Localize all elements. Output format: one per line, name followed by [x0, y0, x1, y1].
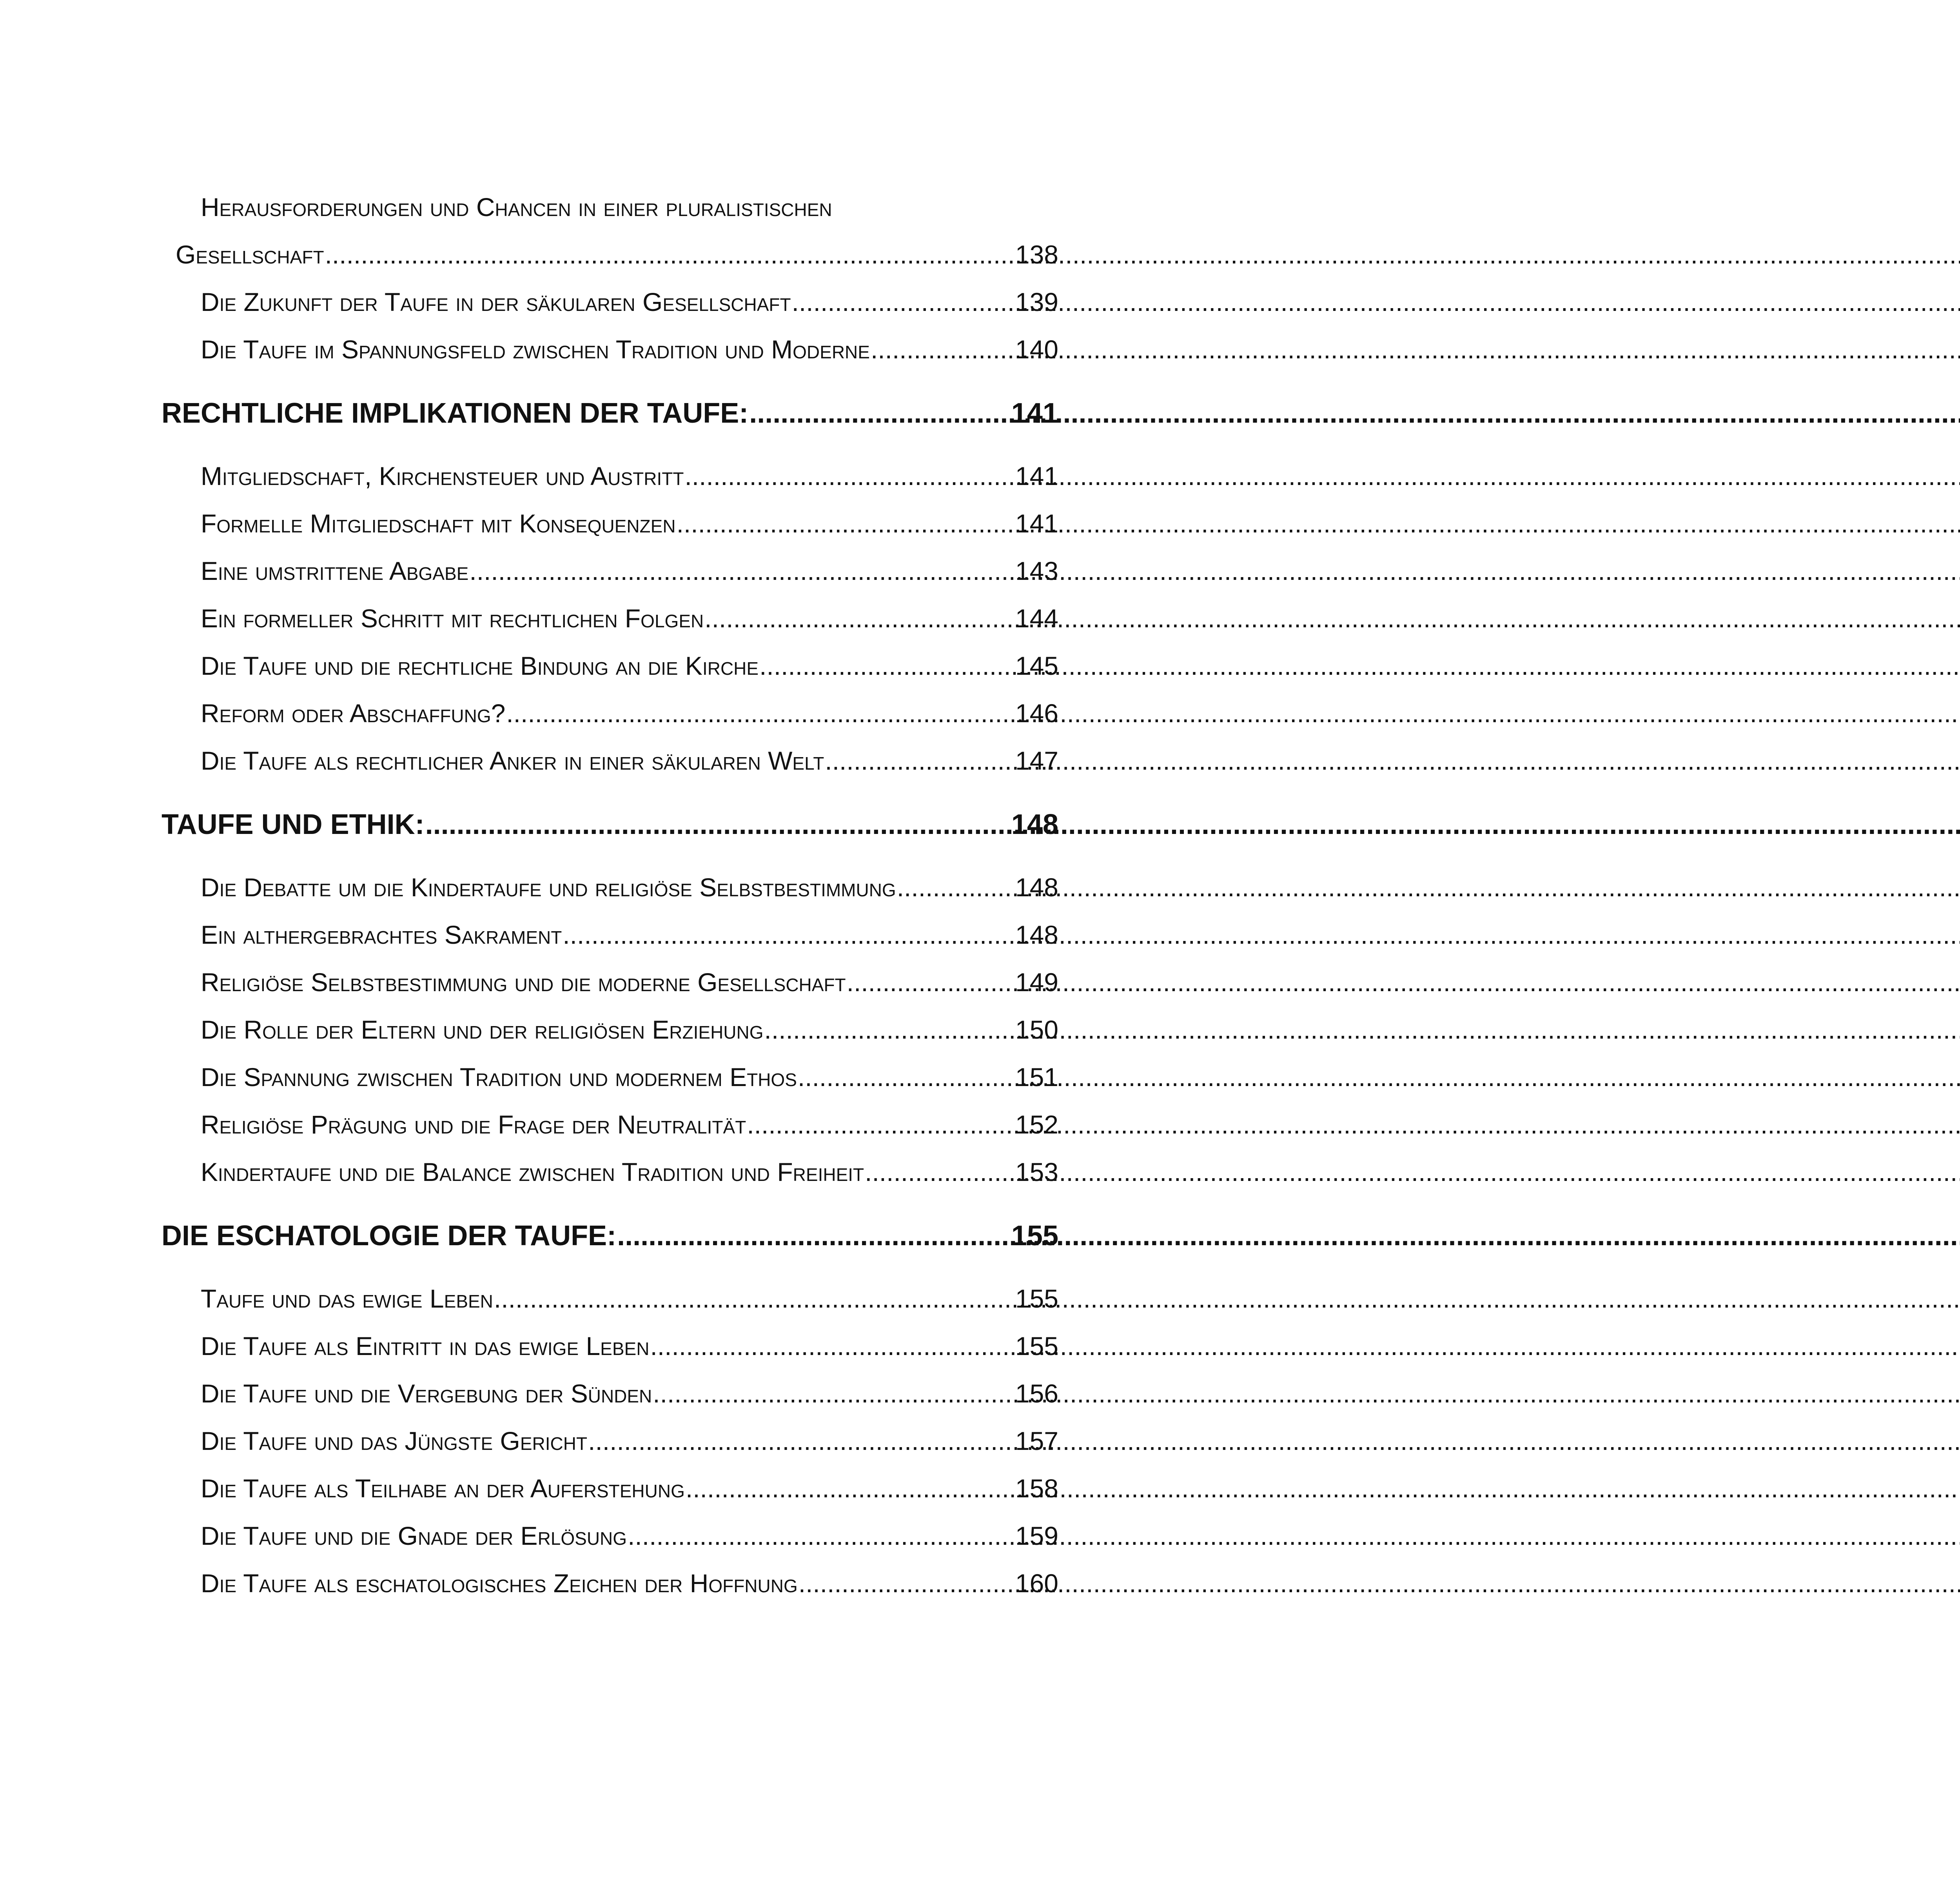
- toc-entry-title: Die Taufe als Teilhabe an der Auferstehung: [201, 1474, 685, 1503]
- toc-entry-title: Die Taufe und die Vergebung der Sünden: [201, 1379, 652, 1408]
- toc-entry-title-line1: Herausforderungen und Chancen in einer pluralistischen: [201, 193, 832, 222]
- dot-leader: [764, 1006, 1014, 1054]
- dot-leader: [506, 690, 1014, 737]
- toc-chapter[interactable]: [162, 390, 1058, 437]
- toc-entry-page: 143: [1015, 556, 1058, 585]
- toc-entry-title: Die Taufe als rechtlicher Anker in einer säkularen Welt: [201, 746, 824, 775]
- dot-leader: [747, 1101, 1014, 1148]
- dot-leader: [684, 452, 1014, 500]
- toc-chapter-title: TAUFE UND ETHIK:: [162, 809, 425, 840]
- dot-leader: [847, 959, 1014, 1006]
- toc-entry-page: 151: [1015, 1063, 1058, 1092]
- toc-entry-title: Ein althergebrachtes Sakrament: [201, 920, 562, 949]
- dot-leader: [799, 1560, 1014, 1607]
- toc-entry[interactable]: [162, 1275, 1058, 1322]
- toc-entry-title: Die Taufe im Spannungsfeld zwischen Tradition und Moderne: [201, 335, 870, 364]
- toc-entry-title: Die Taufe als Eintritt in das ewige Leben: [201, 1331, 650, 1361]
- toc-entry-page: 160: [1015, 1569, 1058, 1598]
- toc-entry[interactable]: [162, 595, 1058, 642]
- toc-entry-title: Formelle Mitgliedschaft mit Konsequenzen: [201, 509, 676, 538]
- dot-leader: [704, 595, 1014, 642]
- toc-entry-title: Kindertaufe und die Balance zwischen Tradition und Freiheit: [201, 1157, 864, 1186]
- dot-leader: [325, 231, 1014, 278]
- toc-entry-page: 145: [1015, 651, 1058, 680]
- toc-chapter[interactable]: [162, 801, 1058, 848]
- toc-entry-title: Die Taufe und die Gnade der Erlösung: [201, 1521, 627, 1550]
- dot-leader: [617, 1212, 1011, 1259]
- toc-entry[interactable]: [162, 1370, 1058, 1417]
- toc-entry-page: 148: [1015, 920, 1058, 949]
- toc-entry-title: Gesellschaft: [176, 240, 324, 269]
- toc-entry[interactable]: [162, 231, 1058, 278]
- dot-leader: [563, 911, 1014, 959]
- toc-entry-title: Reform oder Abschaffung?: [201, 699, 506, 728]
- toc-entry[interactable]: [162, 1322, 1058, 1370]
- toc-entry-page: 144: [1015, 604, 1058, 633]
- toc-entry-page: 155: [1015, 1284, 1058, 1313]
- dot-leader: [469, 547, 1014, 595]
- toc-entry-page: 153: [1015, 1157, 1058, 1186]
- toc-entry-page: 158: [1015, 1474, 1058, 1503]
- toc-entry-page: 141: [1015, 509, 1058, 538]
- toc-entry-title: Religiöse Selbstbestimmung und die moderne Gesellschaft: [201, 968, 846, 997]
- dot-leader: [798, 1054, 1014, 1101]
- dot-leader: [686, 1465, 1014, 1512]
- dot-leader: [628, 1512, 1014, 1560]
- toc-entry-page: 138: [1015, 240, 1058, 269]
- dot-leader: [865, 1148, 1014, 1196]
- toc-chapter-title: DIE ESCHATOLOGIE DER TAUFE:: [162, 1220, 617, 1252]
- toc-entry-title: Mitgliedschaft, Kirchensteuer und Austritt: [201, 461, 684, 490]
- toc-entry[interactable]: [162, 1054, 1058, 1101]
- toc-entry[interactable]: [162, 1560, 1058, 1607]
- toc-entry[interactable]: [162, 642, 1058, 690]
- toc-chapter-page: 141: [1011, 398, 1058, 429]
- dot-leader: [494, 1275, 1014, 1322]
- dot-leader: [425, 801, 1011, 848]
- toc-entry[interactable]: [162, 278, 1058, 326]
- toc-entry-title: Die Debatte um die Kindertaufe und religiöse Selbstbestimmung: [201, 873, 896, 902]
- toc-entry[interactable]: [162, 1006, 1058, 1054]
- toc-entry[interactable]: [162, 737, 1058, 785]
- toc-entry-page: 157: [1015, 1426, 1058, 1455]
- toc-entry-page: 140: [1015, 335, 1058, 364]
- dot-leader: [897, 864, 1014, 911]
- toc-chapter-page: 148: [1011, 809, 1058, 840]
- toc-entry-title: Religiöse Prägung und die Frage der Neutralität: [201, 1110, 746, 1139]
- dot-leader: [677, 500, 1014, 547]
- toc-chapter-page: 155: [1011, 1220, 1058, 1252]
- toc-entry[interactable]: [162, 1417, 1058, 1465]
- toc-entry-title: Ein formeller Schritt mit rechtlichen Folgen: [201, 604, 704, 633]
- toc-chapter[interactable]: [162, 1212, 1058, 1259]
- dot-leader: [650, 1322, 1014, 1370]
- toc-entry-title: Die Spannung zwischen Tradition und modernem Ethos: [201, 1063, 797, 1092]
- toc-entry[interactable]: [162, 1148, 1058, 1196]
- toc-entry[interactable]: [162, 911, 1058, 959]
- toc-entry[interactable]: [162, 959, 1058, 1006]
- toc-entry[interactable]: [162, 690, 1058, 737]
- toc-entry[interactable]: [162, 452, 1058, 500]
- toc-entry-page: 156: [1015, 1379, 1058, 1408]
- toc-entry[interactable]: [162, 500, 1058, 547]
- toc-entry-page: 139: [1015, 287, 1058, 316]
- toc-entry-title: Die Taufe und das Jüngste Gericht: [201, 1426, 588, 1455]
- toc-entry[interactable]: [162, 1101, 1058, 1148]
- toc-entry-page: 159: [1015, 1521, 1058, 1550]
- toc-entry-title: Die Zukunft der Taufe in der säkularen Gesellschaft: [201, 287, 791, 316]
- toc-entry-title: Taufe und das ewige Leben: [201, 1284, 493, 1313]
- toc-entry-page: 152: [1015, 1110, 1058, 1139]
- dot-leader: [792, 278, 1014, 326]
- toc-entry-title: Eine umstrittene Abgabe: [201, 556, 469, 585]
- toc-entry[interactable]: [162, 547, 1058, 595]
- toc-entry-title: Die Rolle der Eltern und der religiösen Erziehung: [201, 1015, 764, 1044]
- toc-entry-page: 150: [1015, 1015, 1058, 1044]
- toc-entry-page: 149: [1015, 968, 1058, 997]
- toc-entry[interactable]: [162, 1465, 1058, 1512]
- dot-leader: [871, 326, 1014, 373]
- toc-entry-page: 147: [1015, 746, 1058, 775]
- toc-entry[interactable]: [162, 1512, 1058, 1560]
- table-of-contents: [162, 183, 1058, 1607]
- dot-leader: [588, 1417, 1014, 1465]
- dot-leader: [759, 642, 1014, 690]
- toc-entry-page: 146: [1015, 699, 1058, 728]
- toc-chapter-title: RECHTLICHE IMPLIKATIONEN DER TAUFE:: [162, 398, 749, 429]
- toc-entry[interactable]: [162, 864, 1058, 911]
- dot-leader: [825, 737, 1014, 785]
- toc-entry-title: Die Taufe als eschatologisches Zeichen der Hoffnung: [201, 1569, 798, 1598]
- toc-entry-page: 148: [1015, 873, 1058, 902]
- toc-entry-title: Die Taufe und die rechtliche Bindung an die Kirche: [201, 651, 759, 680]
- toc-entry[interactable]: [162, 326, 1058, 373]
- toc-entry-page: 155: [1015, 1331, 1058, 1361]
- dot-leader: [653, 1370, 1014, 1417]
- dot-leader: [749, 390, 1011, 437]
- toc-entry-page: 141: [1015, 461, 1058, 490]
